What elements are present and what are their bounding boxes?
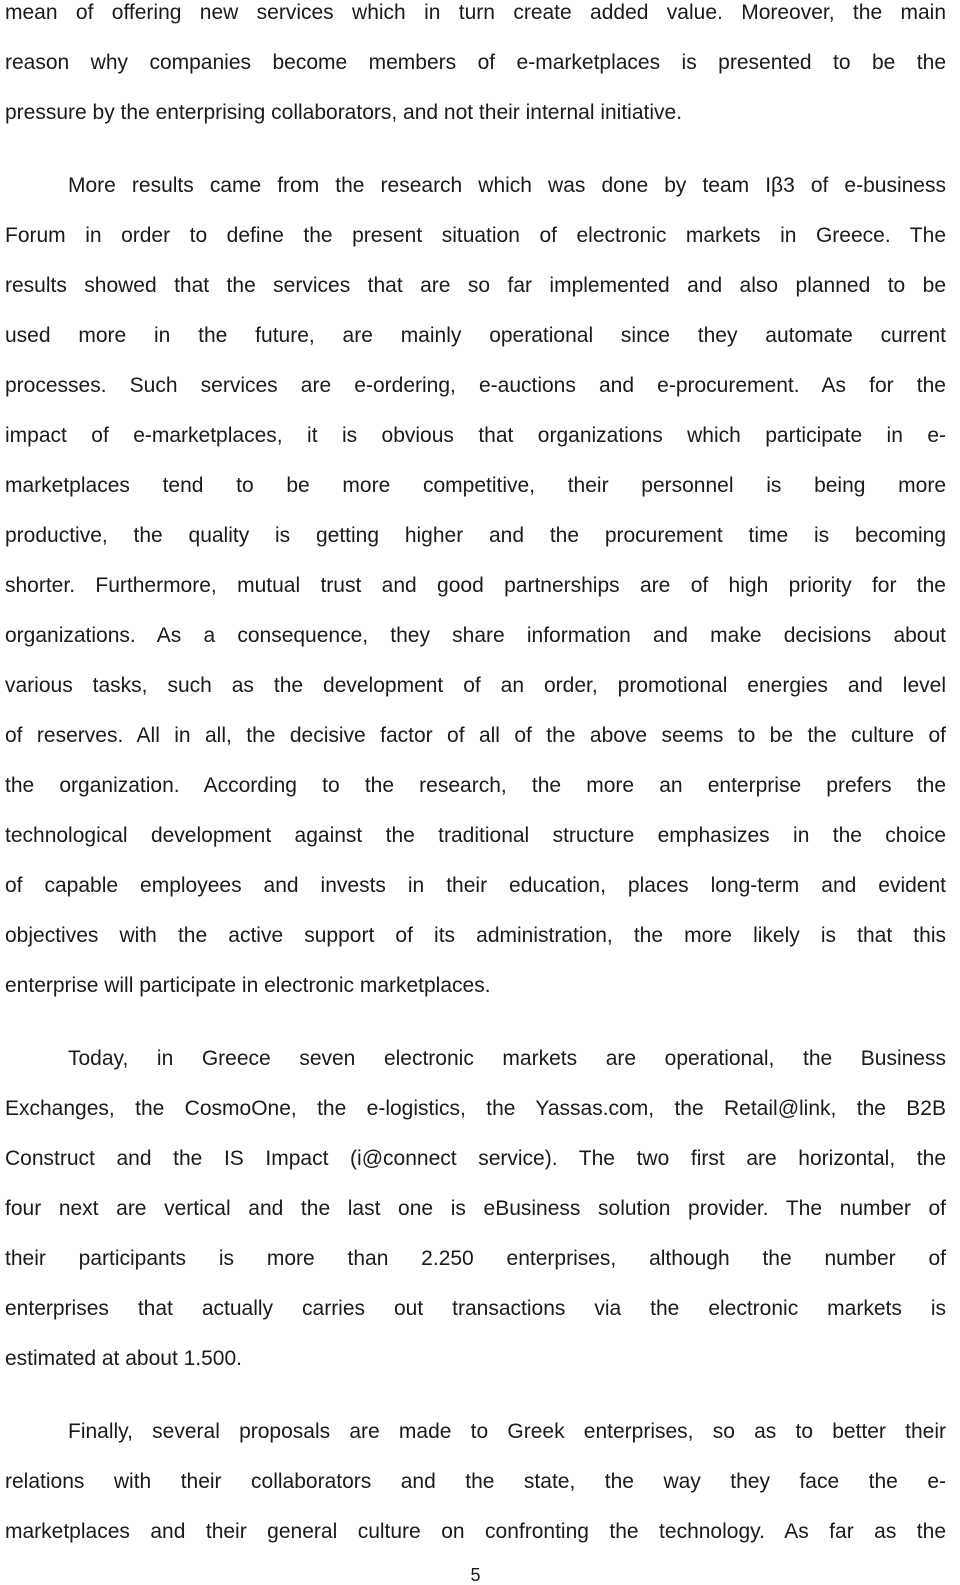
text-line: Today, in Greece seven electronic markets are operational, the Business: [68, 1047, 946, 1070]
paragraph-3: [5, 1034, 946, 1384]
text-line: Finally, several proposals are made to Greek enterprises, so as to better their: [68, 1420, 946, 1443]
paragraph-spacer: [5, 138, 946, 161]
text-line: shorter. Furthermore, mutual trust and good partnerships are of high priority for the: [5, 574, 946, 597]
text-line: Forum in order to define the present situation of electronic markets in Greece. The: [5, 224, 946, 247]
text-line: used more in the future, are mainly operational since they automate current: [5, 324, 946, 347]
text-line: various tasks, such as the development of an order, promotional energies and level: [5, 674, 946, 697]
text-line: four next are vertical and the last one is eBusiness solution provider. The number of: [5, 1197, 946, 1220]
paragraph-1: [5, 0, 946, 138]
text-line: Exchanges, the CosmoOne, the e-logistics, the Yassas.com, the Retail@link, the B2B: [5, 1097, 946, 1120]
text-line: of reserves. All in all, the decisive factor of all of the above seems to be the culture of: [5, 724, 946, 747]
text-line: reason why companies become members of e-marketplaces is presented to be the: [5, 51, 946, 74]
text-line: processes. Such services are e-ordering, e-auctions and e-procurement. As for the: [5, 374, 946, 397]
text-line: enterprise will participate in electronic marketplaces.: [5, 974, 491, 997]
text-line: their participants is more than 2.250 enterprises, although the number of: [5, 1247, 946, 1270]
document-page: [5, 0, 946, 1557]
text-line: More results came from the research which was done by team Iβ3 of e-business: [68, 174, 946, 197]
text-line: of capable employees and invests in their education, places long-term and evident: [5, 874, 946, 897]
text-line: organizations. As a consequence, they share information and make decisions about: [5, 624, 946, 647]
text-line: estimated at about 1.500.: [5, 1347, 242, 1370]
text-line: productive, the quality is getting higher and the procurement time is becoming: [5, 524, 946, 547]
text-line: pressure by the enterprising collaborators, and not their internal initiative.: [5, 101, 683, 124]
text-line: the organization. According to the research, the more an enterprise prefers the: [5, 774, 946, 797]
text-line: technological development against the traditional structure emphasizes in the choice: [5, 824, 946, 847]
text-line: marketplaces and their general culture on confronting the technology. As far as the: [5, 1520, 946, 1543]
paragraph-2: [5, 161, 946, 1011]
text-line: Construct and the IS Impact (i@connect service). The two first are horizontal, the: [5, 1147, 946, 1170]
paragraph-4: [5, 1407, 946, 1557]
text-line: objectives with the active support of its administration, the more likely is that this: [5, 924, 946, 947]
text-line: marketplaces tend to be more competitive, their personnel is being more: [5, 474, 946, 497]
page-number: 5: [470, 1565, 481, 1585]
paragraph-spacer: [5, 1384, 946, 1407]
paragraph-spacer: [5, 1011, 946, 1034]
text-line: results showed that the services that are so far implemented and also planned to be: [5, 274, 946, 297]
text-line: impact of e-marketplaces, it is obvious that organizations which participate in e-: [5, 424, 946, 447]
text-line: mean of offering new services which in turn create added value. Moreover, the main: [5, 1, 946, 24]
text-line: enterprises that actually carries out transactions via the electronic markets is: [5, 1297, 946, 1320]
text-line: relations with their collaborators and the state, the way they face the e-: [5, 1470, 946, 1493]
